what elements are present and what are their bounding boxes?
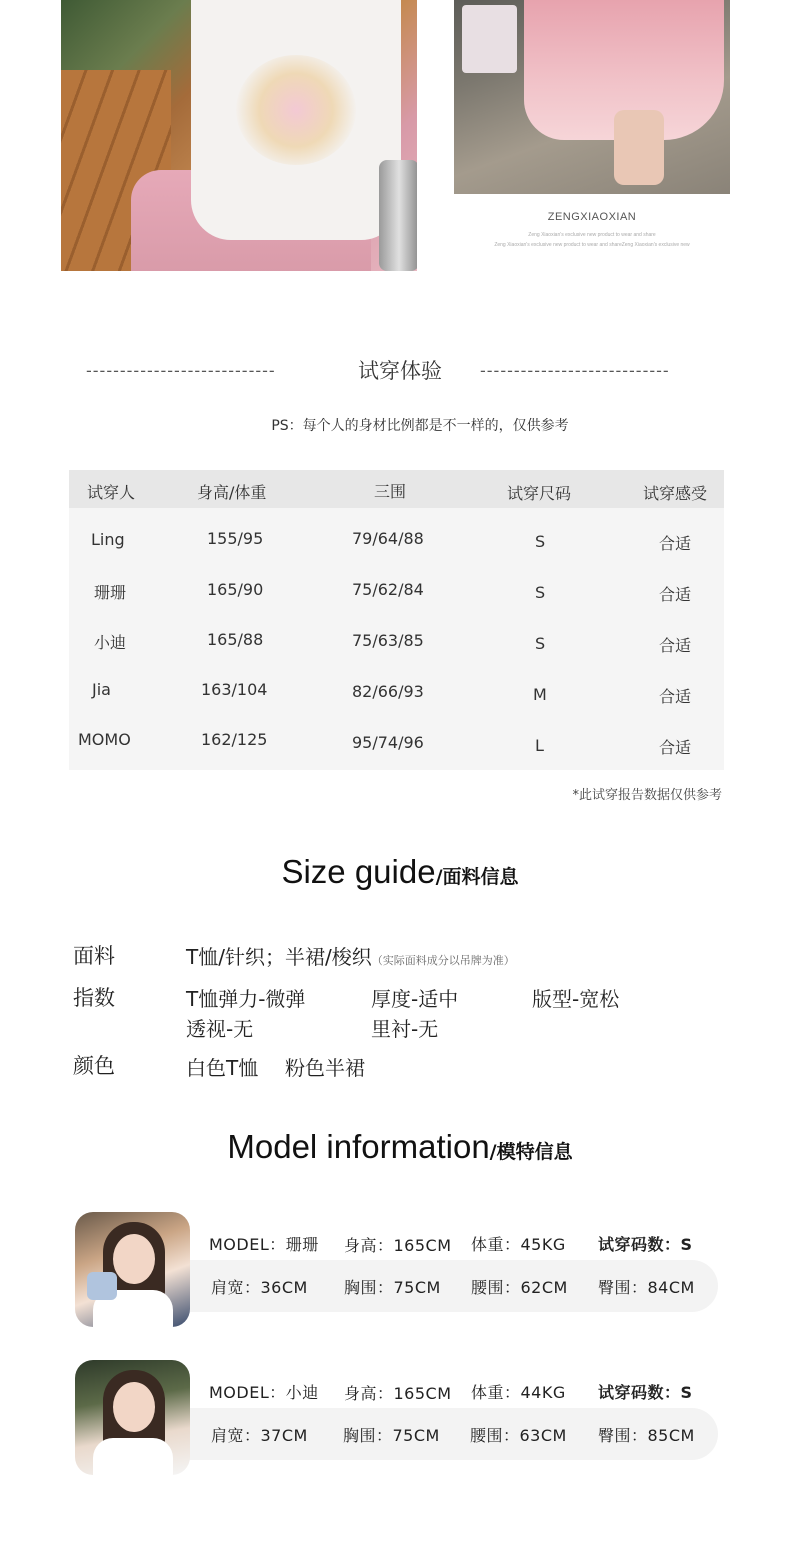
table-cell-name: MOMO [78,730,131,749]
table-cell-size: M [533,685,547,704]
table-cell-bwh: 82/66/93 [352,682,424,701]
table-cell-size: S [535,583,546,602]
avatar-face [113,1382,155,1432]
model-name: MODEL：珊珊 [209,1235,319,1254]
table-cell-hw: 163/104 [201,680,268,699]
model-info-title [0,1128,800,1166]
table-cell-size: S [535,532,546,551]
fabric-text: T恤/针织；半裙/梭织 [186,945,372,969]
index-transparency: 透视-无 [186,1017,254,1041]
model-waist: 腰围：63CM [470,1426,567,1445]
header-height-weight: 身高/体重 [197,483,267,502]
model-hip: 臀围：84CM [598,1278,695,1297]
model-shoulder: 肩宽：37CM [211,1426,308,1445]
tryon-table [69,470,724,770]
model-height: 身高：165CM [344,1236,452,1255]
table-cell-feeling: 合适 [659,585,692,604]
table-cell-bwh: 95/74/96 [352,733,424,752]
index-label: 指数 [73,986,115,1010]
header-feeling: 试穿感受 [643,484,708,503]
fabric-note: （实际面料成分以吊牌为准） [371,954,515,967]
table-cell-bwh: 75/62/84 [352,580,424,599]
index-lining: 里衬-无 [371,1017,439,1041]
size-guide-title-cn: /面料信息 [435,866,519,888]
product-photo-right [454,0,730,194]
table-cell-hw: 165/88 [207,630,264,649]
model-height: 身高：165CM [344,1384,452,1403]
color-tshirt: 白色T恤 [186,1056,259,1080]
legs-sandals [614,110,664,185]
header-tester: 试穿人 [87,483,136,502]
model-waist: 腰围：62CM [471,1278,568,1297]
silver-bag [379,160,417,271]
divider-left: ---------------------------- [86,361,276,380]
fabric-label: 面料 [73,944,115,968]
flower-print [236,55,356,165]
color-label: 颜色 [73,1054,115,1078]
avatar-shirt [93,1438,173,1475]
model-size: 试穿码数：S [598,1235,693,1254]
tote-bag [462,5,517,73]
product-photo-left [61,0,417,271]
divider-right: ---------------------------- [480,361,670,380]
model-chest: 胸围：75CM [343,1426,440,1445]
table-cell-name: Ling [91,530,125,549]
header-measurements: 三围 [374,482,407,501]
fabric-value [186,941,515,970]
table-cell-hw: 162/125 [201,730,268,749]
model-size: 试穿码数：S [598,1383,693,1402]
table-cell-size: L [535,736,544,755]
table-cell-name: 小迪 [94,633,127,652]
table-cell-name: 珊珊 [94,583,127,602]
table-cell-size: S [535,634,546,653]
model-info-title-cn: /模特信息 [489,1141,573,1163]
brand-subtitle-2: Zeng Xiaoxian's exclusive new product to wear and shareZeng Xiaoxian's exclusive new [494,242,690,248]
table-cell-feeling: 合适 [659,738,692,757]
model-info-title-en: Model information [227,1128,490,1165]
table-cell-bwh: 75/63/85 [352,631,424,650]
size-guide-title [0,853,800,891]
table-cell-feeling: 合适 [659,687,692,706]
table-cell-feeling: 合适 [659,534,692,553]
model-avatar [75,1360,190,1475]
tryon-footnote: *此试穿报告数据仅供参考 [572,788,722,803]
tryon-title: 试穿体验 [358,359,442,383]
color-skirt: 粉色半裙 [285,1056,365,1080]
table-cell-name: Jia [92,680,111,699]
table-cell-bwh: 79/64/88 [352,529,424,548]
tryon-ps-note: PS：每个人的身材比例都是不一样的，仅供参考 [271,418,569,434]
size-guide-title-en: Size guide [281,853,436,890]
table-cell-hw: 165/90 [207,580,264,599]
model-avatar [75,1212,190,1327]
index-thickness: 厚度-适中 [371,987,459,1011]
table-cell-hw: 155/95 [207,529,264,548]
brand-name: ZENGXIAOXIAN [547,211,637,223]
model-weight: 体重：44KG [471,1383,566,1402]
model-shoulder: 肩宽：36CM [211,1278,308,1297]
index-elasticity: T恤弹力-微弹 [186,987,306,1011]
index-fit: 版型-宽松 [532,987,620,1011]
model-hip: 臀围：85CM [598,1426,695,1445]
model-chest: 胸围：75CM [344,1278,441,1297]
avatar-cup [87,1272,117,1300]
header-size: 试穿尺码 [507,484,572,503]
avatar-face [113,1234,155,1284]
model-name: MODEL：小迪 [209,1383,319,1402]
table-cell-feeling: 合适 [659,636,692,655]
model-weight: 体重：45KG [471,1235,566,1254]
brand-subtitle: Zeng Xiaoxian's exclusive new product to wear and share [528,232,656,238]
